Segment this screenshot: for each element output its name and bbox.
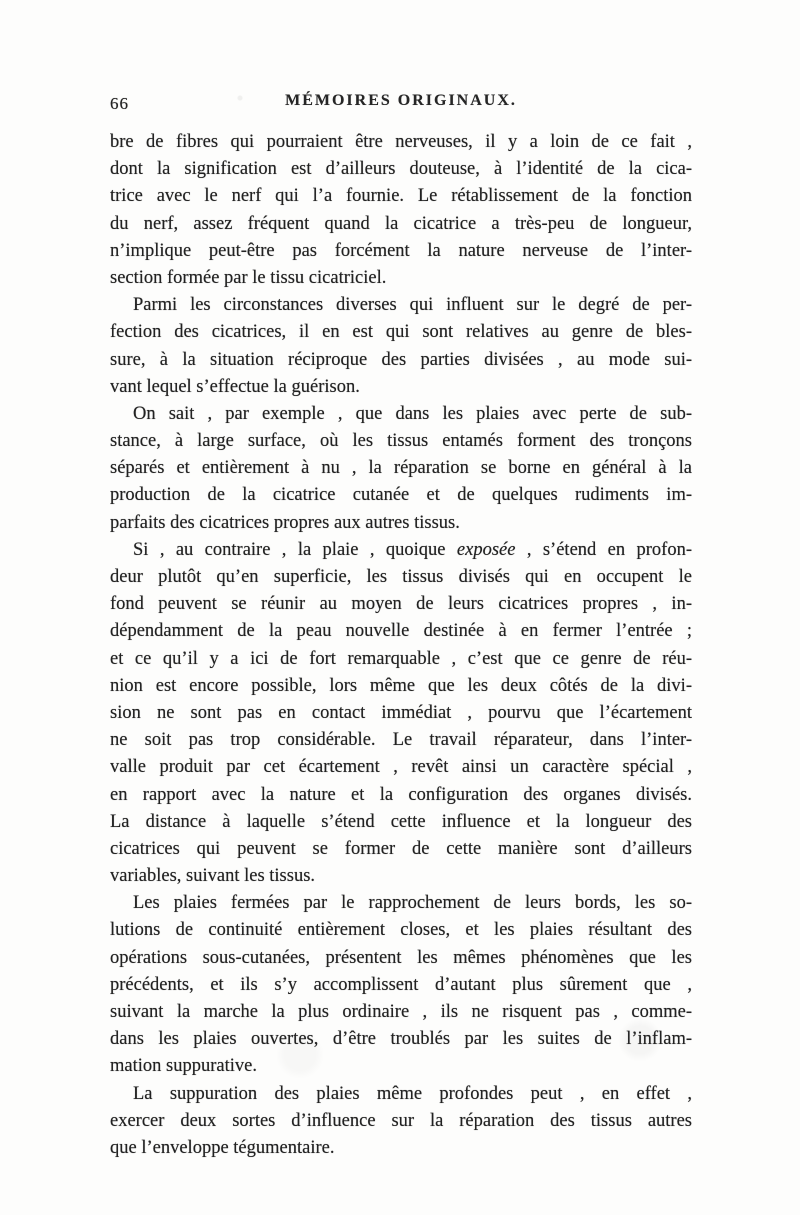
text-line: valle produit par cet écartement , revêt ainsi un caractère spécial , <box>110 757 692 778</box>
text-line: bre de fibres qui pourraient être nerveuses, il y a loin de ce fait , <box>110 132 692 152</box>
paragraph <box>110 129 692 292</box>
text-line: en rapport avec la nature et la configuration des organes divisés. <box>110 784 692 805</box>
text-line: suivant la marche la plus ordinaire , ils ne risquent pas , comme- <box>110 1002 692 1022</box>
text-line: fection des cicatrices, il en est qui sont relatives au genre de bles- <box>110 322 692 343</box>
text-line: trice avec le nerf qui l’a fournie. Le rétablissement de la fonction <box>110 186 692 207</box>
text-line: production de la cicatrice cutanée et de quelques rudiments im- <box>110 485 692 506</box>
text-line: La distance à laquelle s’étend cette influence et la longueur des <box>110 811 692 832</box>
text-line: dans les plaies ouvertes, d’être troublés par les suites de l’inflam- <box>110 1029 692 1050</box>
running-title: MÉMOIRES ORIGINAUX. <box>285 92 517 109</box>
text-line: opérations sous-cutanées, présentent les mêmes phénomènes que les <box>110 947 692 968</box>
text-line: et ce qu’il y a ici de fort remarquable , c’est que ce genre de réu- <box>110 648 692 669</box>
text-line: deur plutôt qu’en superficie, les tissus divisés qui en occupent le <box>110 567 692 587</box>
page-body <box>110 129 692 1162</box>
paragraph <box>110 1081 692 1163</box>
text-line: fond peuvent se réunir au moyen de leurs cicatrices propres , in- <box>110 594 692 615</box>
text-line: section formée par le tissu cicatriciel. <box>110 267 387 288</box>
text-line: La suppuration des plaies même profondes peut , en effet , <box>133 1083 692 1104</box>
text-line: Parmi les circonstances diverses qui influent sur le degré de per- <box>133 295 692 316</box>
text-line: parfaits des cicatrices propres aux autres tissus. <box>110 512 460 533</box>
paragraph <box>110 890 692 1080</box>
text-line: lutions de continuité entièrement closes, et les plaies résultant des <box>110 920 692 941</box>
text-line: dont la signification est d’ailleurs douteuse, à l’identité de la cica- <box>110 159 692 180</box>
text-line: stance, à large surface, où les tissus entamés forment des tronçons <box>110 431 692 452</box>
text-line: sion ne sont pas en contact immédiat , pourvu que l’écartement <box>110 702 692 723</box>
text-line: n’implique peut-être pas forcément la nature nerveuse de l’inter- <box>110 240 692 261</box>
text-line: mation suppurative. <box>110 1056 257 1077</box>
text-line: Si , au contraire , la plaie , quoique exposée , s’étend en profon- <box>133 539 692 560</box>
page-number: 66 <box>110 94 129 113</box>
text-line: cicatrices qui peuvent se former de cette manière sont d’ailleurs <box>110 838 692 859</box>
text-line: exercer deux sortes d’influence sur la réparation des tissus autres <box>110 1110 692 1131</box>
text-line: que l’enveloppe tégumentaire. <box>110 1137 335 1158</box>
paragraph <box>110 401 692 537</box>
paragraph <box>110 292 692 401</box>
text-line: dépendamment de la peau nouvelle destinée à en fermer l’entrée ; <box>110 621 692 642</box>
text-line: vant lequel s’effectue la guérison. <box>110 376 360 397</box>
text-line: variables, suivant les tissus. <box>110 866 316 887</box>
text-line: Les plaies fermées par le rapprochement de leurs bords, les so- <box>133 893 692 914</box>
text-line: séparés et entièrement à nu , la réparation se borne en général à la <box>110 458 692 479</box>
running-head <box>110 92 692 114</box>
text-line: du nerf, assez fréquent quand la cicatrice a très-peu de longueur, <box>110 213 692 234</box>
paragraph <box>110 537 692 890</box>
text-line: ne soit pas trop considérable. Le travail réparateur, dans l’inter- <box>110 730 692 751</box>
text-line: sure, à la situation réciproque des parties divisées , au mode sui- <box>110 349 692 370</box>
text-line: On sait , par exemple , que dans les plaies avec perte de sub- <box>133 403 692 424</box>
text-line: nion est encore possible, lors même que les deux côtés de la divi- <box>110 675 692 696</box>
text-line: précédents, et ils s’y accomplissent d’autant plus sûrement que , <box>110 974 692 995</box>
